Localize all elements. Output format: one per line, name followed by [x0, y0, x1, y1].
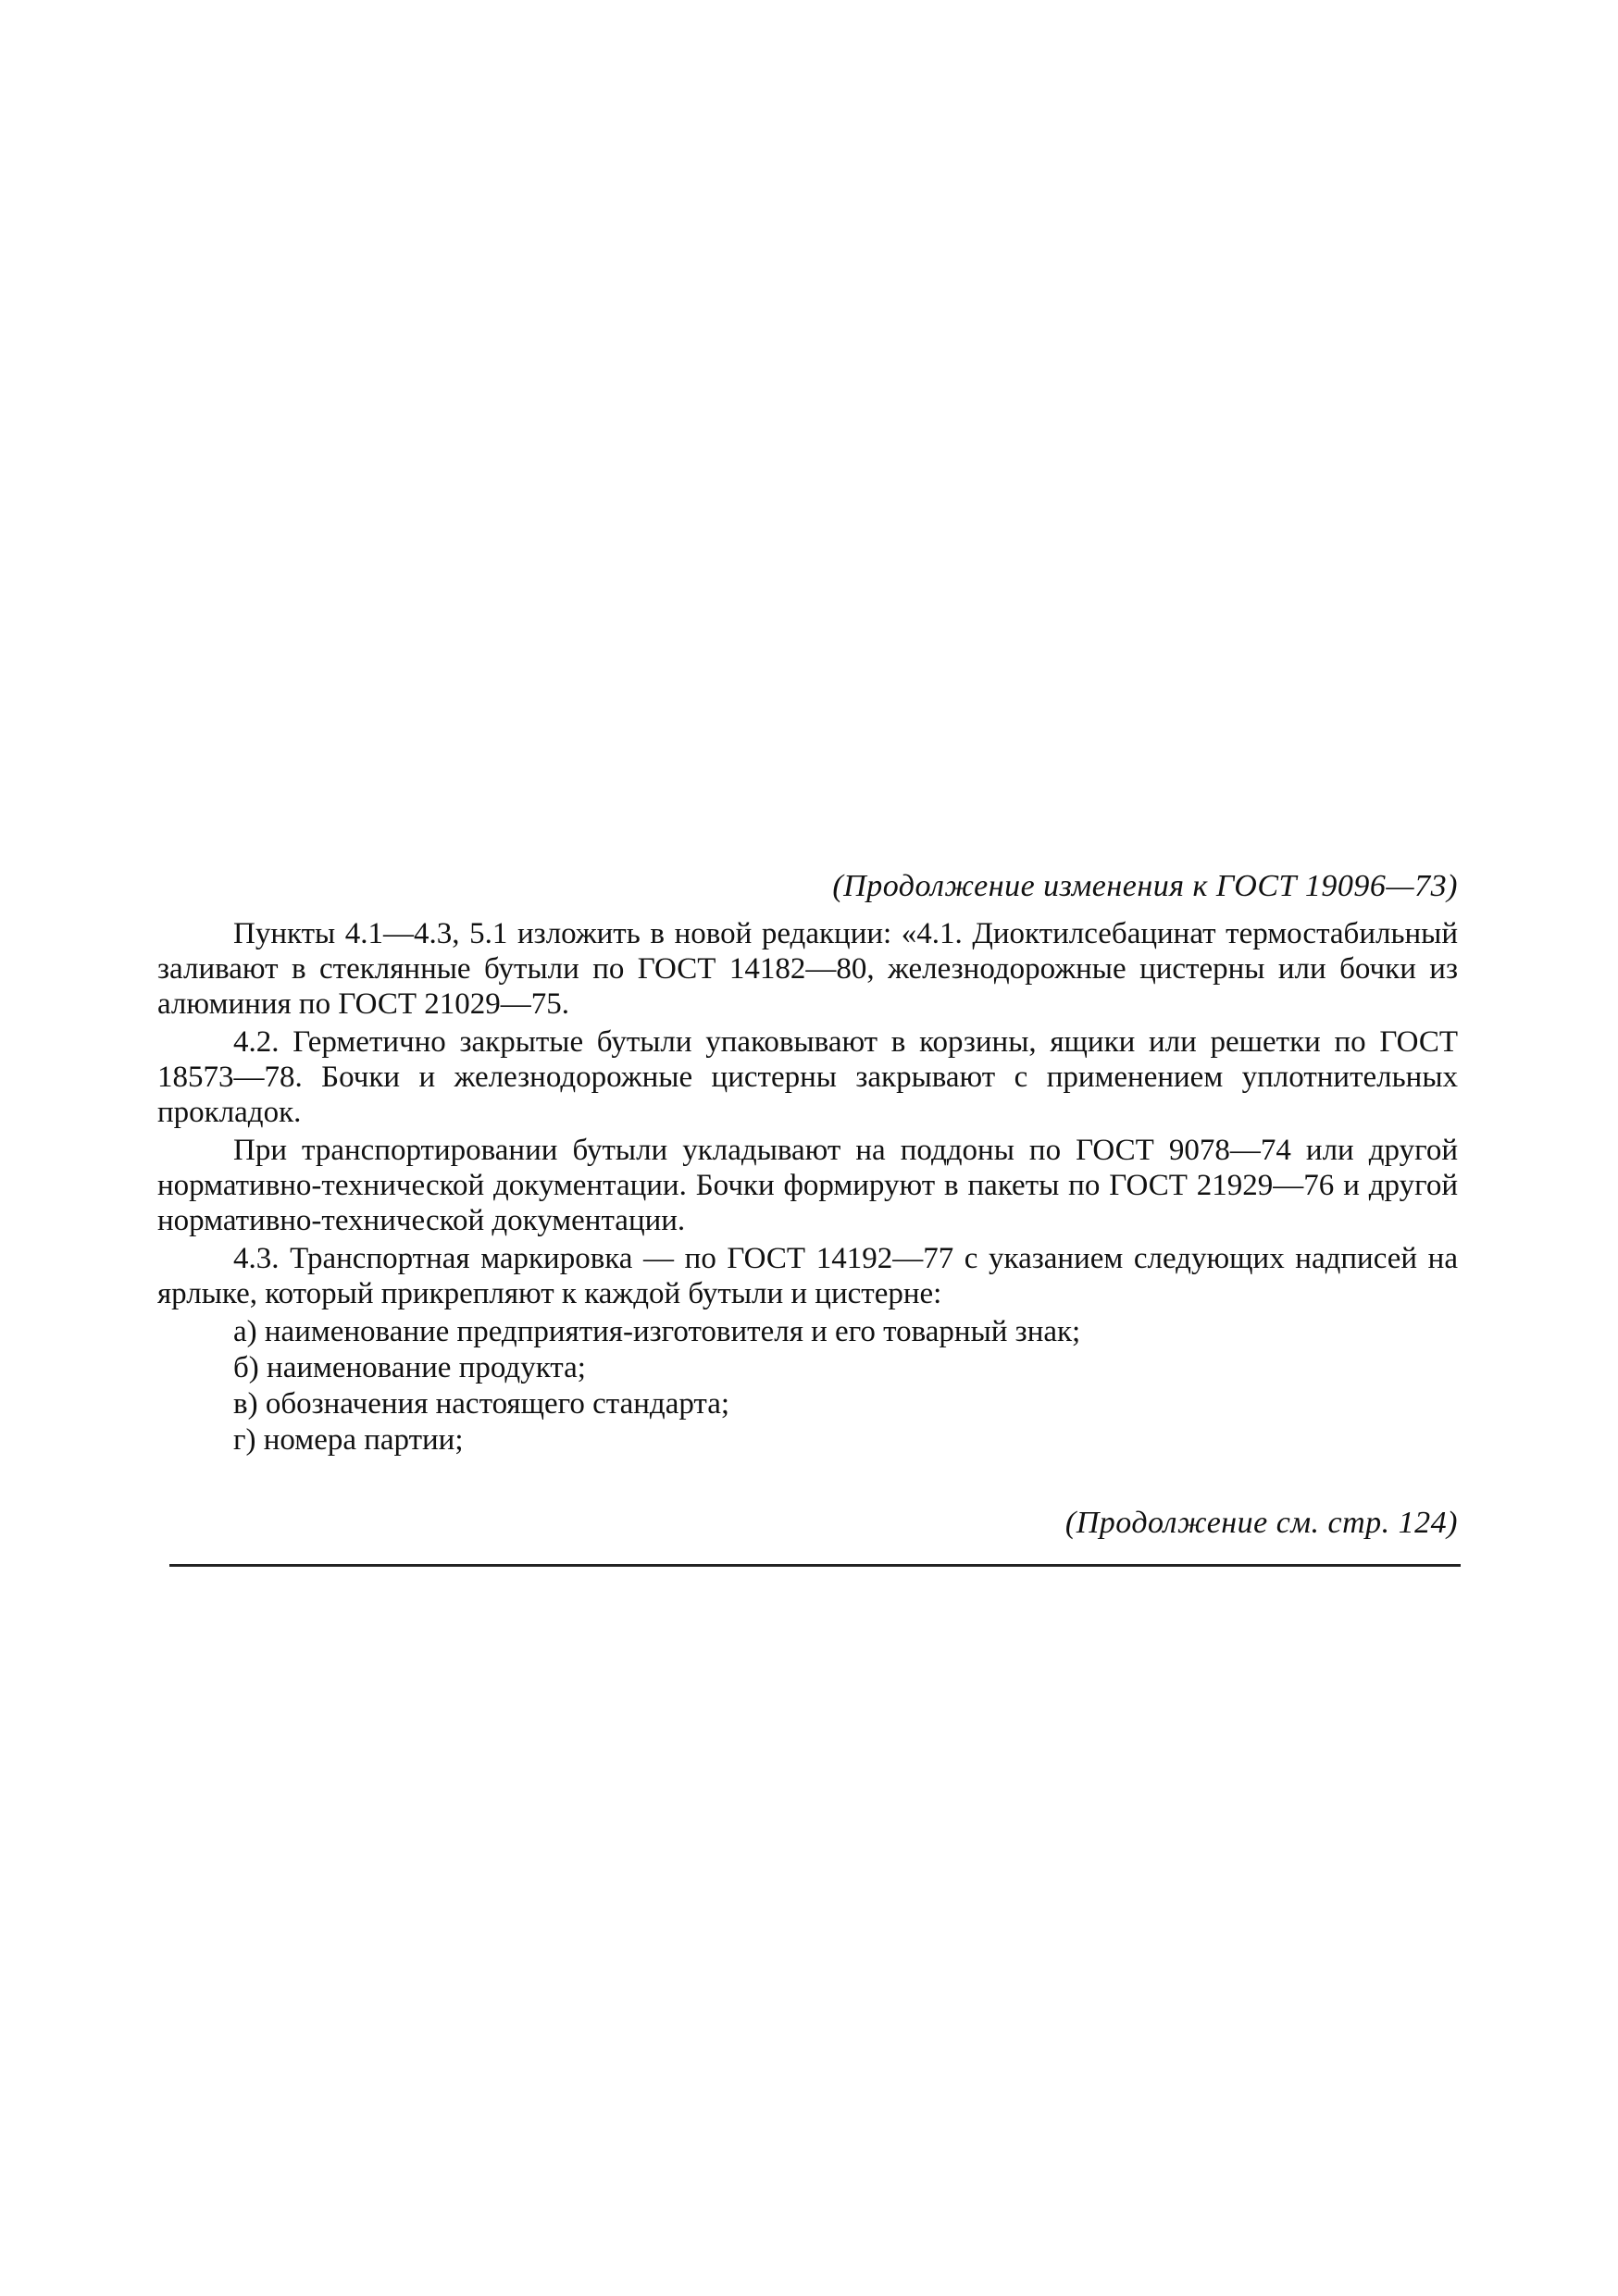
list-item: г) номера партии; [233, 1423, 464, 1457]
continuation-header: (Продолжение изменения к ГОСТ 19096—73) [832, 869, 1458, 903]
list-item: в) обозначения настоящего стандарта; [233, 1387, 730, 1421]
paragraph-item-4-3: 4.3. Транспортная маркировка — по ГОСТ 14192—77 с указанием следующих надписей на ярлыке, который прикрепляют к каждой бутыли и цистерне: [157, 1242, 1458, 1310]
paragraph-item-4-2: 4.2. Герметично закрытые бутыли упаковывают в корзины, ящики или решетки по ГОСТ 18573—78. Бочки и железнодорожные цистерны закрывают с применением уплотнительных прокладок. [157, 1025, 1458, 1129]
list-item: а) наименование предприятия-изготовителя и его товарный знак; [233, 1315, 1081, 1348]
paragraph-transportation: При транспортировании бутыли укладывают на поддоны по ГОСТ 9078—74 или другой нормативно-технической документации. Бочки формируют в пакеты по ГОСТ 21929—76 и другой нормативно-технической документации. [157, 1134, 1458, 1237]
list-item: б) наименование продукта; [233, 1351, 586, 1384]
document-body [157, 916, 1458, 1458]
horizontal-divider [169, 1564, 1461, 1567]
paragraph-items-4-1: Пункты 4.1—4.3, 5.1 изложить в новой редакции: «4.1. Диоктилсебацинат термостабильный заливают в стеклянные бутыли по ГОСТ 14182—80, железнодорожные цистерны или бочки из алюминия по ГОСТ 21029—75. [157, 917, 1458, 1021]
continuation-footer: (Продолжение см. стр. 124) [1064, 1506, 1458, 1540]
